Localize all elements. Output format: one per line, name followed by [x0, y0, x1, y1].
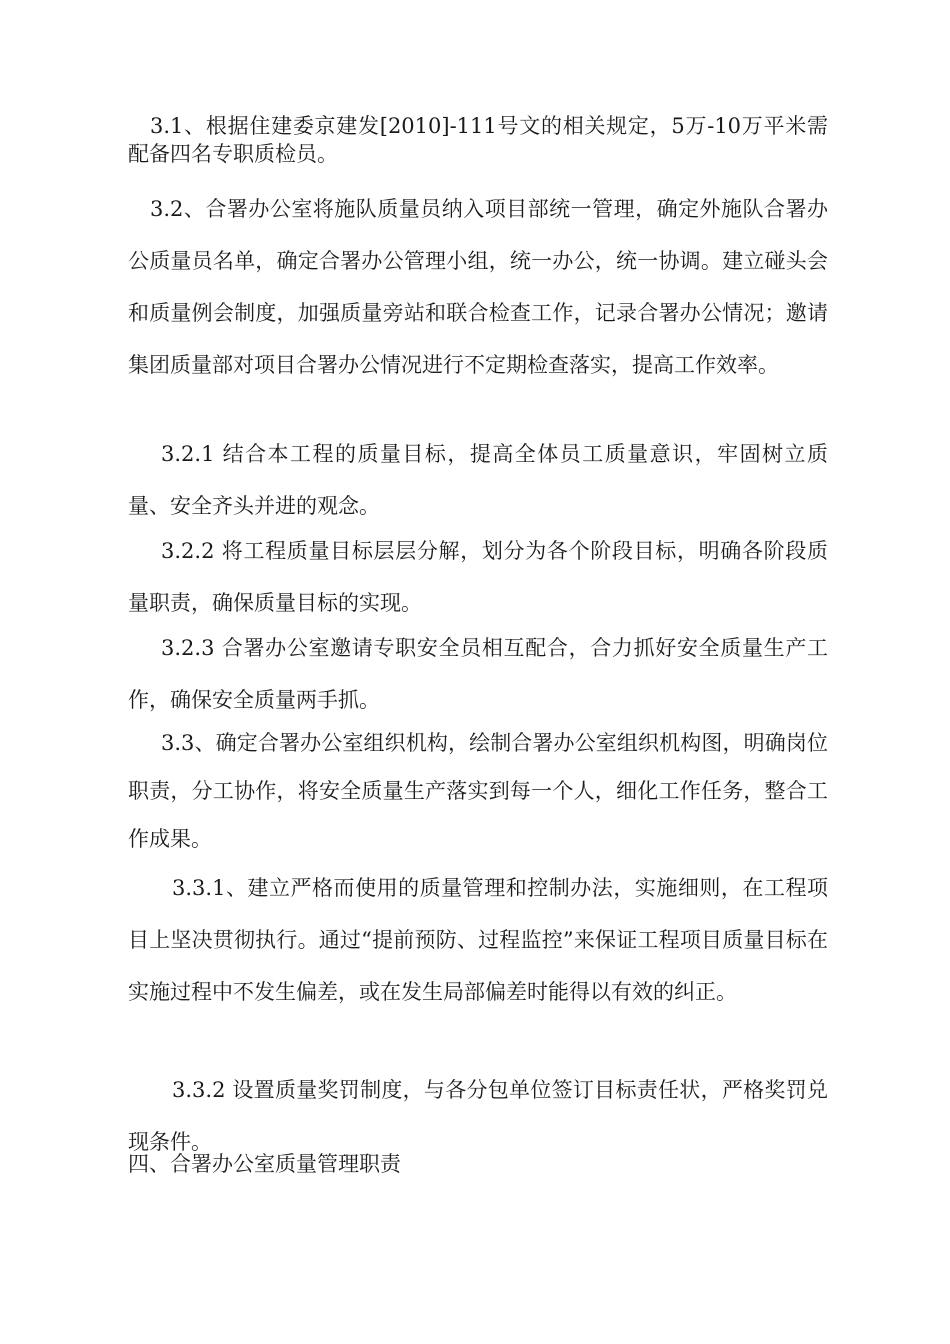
paragraph-3-3: 3.3、确定合署办公室组织机构，绘制合署办公室组织机构图，明确岗位职责，分工协作，将安全质量生产落实到每一个人，细化工作任务，整合工作成果。: [128, 731, 828, 851]
paragraph-3-2-2: 3.2.2 将工程质量目标层层分解，划分为各个阶段目标，明确各阶段质量职责，确保质量目标的实现。: [128, 539, 828, 615]
paragraph-3-1: 3.1、根据住建委京建发[2010]-111号文的相关规定，5万-10万平米需配备四名专职质检员。: [128, 114, 828, 166]
paragraph-3-3-1: 3.3.1、建立严格而使用的质量管理和控制办法，实施细则，在工程项目上坚决贯彻执行。通过“提前预防、过程监控”来保证工程项目质量目标在实施过程中不发生偏差，或在发生局部偏差时能得以有效的纠正。: [128, 876, 828, 1004]
paragraph-3-2: 3.2、合署办公室将施队质量员纳入项目部统一管理，确定外施队合署办公质量员名单，确定合署办公管理小组，统一办公，统一协调。建立碰头会和质量例会制度，加强质量旁站和联合检查工作，记录合署办公情况；邀请集团质量部对项目合署办公情况进行不定期检查落实，提高工作效率。: [128, 197, 828, 377]
paragraph-3-3-2: 3.3.2 设置质量奖罚制度，与各分包单位签订目标责任状，严格奖罚兑现条件。: [128, 1078, 828, 1154]
paragraph-3-2-3: 3.2.3 合署办公室邀请专职安全员相互配合，合力抓好安全质量生产工作，确保安全质量两手抓。: [128, 636, 828, 712]
paragraph-3-2-1: 3.2.1 结合本工程的质量目标，提高全体员工质量意识，牢固树立质量、安全齐头并进的观念。: [128, 442, 828, 518]
section-heading: 四、合署办公室质量管理职责: [128, 1152, 401, 1176]
